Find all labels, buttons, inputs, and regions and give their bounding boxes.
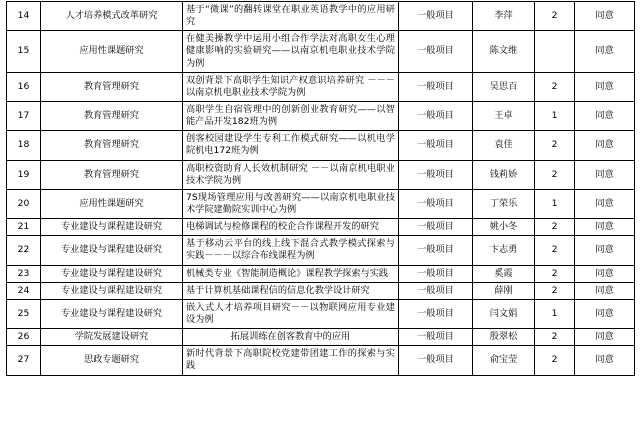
cell-count: 2 — [535, 219, 575, 236]
cell-type: 一般项目 — [399, 160, 473, 189]
title-text: 7S现场管理应用与改善研究——以南京机电职业技术学院建勤院实训中心为例 — [186, 191, 395, 215]
cell-no: 20 — [7, 189, 41, 218]
cell-person: 殷翠松 — [473, 329, 535, 346]
table-row — [7, 346, 635, 375]
cell-opinion: 同意 — [575, 31, 635, 72]
cell-no: 18 — [7, 131, 41, 160]
cell-person: 奚霞 — [473, 265, 535, 282]
category-text: 专业建设与课程建设研究 — [60, 221, 163, 233]
category-text: 专业建设与课程建设研究 — [60, 307, 163, 319]
cell-title — [183, 329, 399, 346]
category-text: 专业建设与课程建设研究 — [60, 284, 163, 296]
title-text: 基于“微课”的翻转课堂在职业英语教学中的应用研究 — [186, 4, 395, 28]
cell-no: 27 — [7, 346, 41, 375]
cell-type: 一般项目 — [399, 72, 473, 101]
category-text: 教育管理研究 — [83, 139, 140, 151]
cell-type: 一般项目 — [399, 2, 473, 31]
projects-table — [6, 1, 635, 376]
cell-type: 一般项目 — [399, 31, 473, 72]
cell-person: 袁佳 — [473, 131, 535, 160]
cell-category — [41, 299, 183, 328]
cell-type: 一般项目 — [399, 101, 473, 130]
cell-category — [41, 2, 183, 31]
table-row — [7, 101, 635, 130]
cell-no: 15 — [7, 31, 41, 72]
table-row — [7, 31, 635, 72]
cell-person: 钱莉娇 — [473, 160, 535, 189]
cell-type: 一般项目 — [399, 329, 473, 346]
cell-category — [41, 72, 183, 101]
cell-category — [41, 265, 183, 282]
cell-category — [41, 219, 183, 236]
cell-category — [41, 346, 183, 375]
cell-title — [183, 219, 399, 236]
cell-no: 24 — [7, 282, 41, 299]
cell-opinion: 同意 — [575, 236, 635, 265]
cell-title — [183, 346, 399, 375]
cell-no: 26 — [7, 329, 41, 346]
cell-type: 一般项目 — [399, 346, 473, 375]
cell-opinion: 同意 — [575, 160, 635, 189]
cell-opinion: 同意 — [575, 131, 635, 160]
cell-person: 姚小冬 — [473, 219, 535, 236]
table-row — [7, 282, 635, 299]
title-text: 在健美操教学中运用小组合作学法对高职女生心理健康影响的实验研究——以南京机电职业技术学院为例 — [186, 33, 395, 69]
cell-title — [183, 160, 399, 189]
title-text: 基于计算机基础课程信的信息化教学设计研究 — [186, 284, 370, 296]
cell-category — [41, 189, 183, 218]
cell-category — [41, 31, 183, 72]
category-text: 应用性课题研究 — [79, 197, 144, 209]
title-text: 机械类专业《智能制造概论》课程教学探索与实践 — [186, 267, 389, 279]
cell-type: 一般项目 — [399, 265, 473, 282]
cell-person: 吴思百 — [473, 72, 535, 101]
category-text: 教育管理研究 — [83, 168, 140, 180]
cell-title — [183, 299, 399, 328]
cell-opinion: 同意 — [575, 219, 635, 236]
cell-opinion: 同意 — [575, 346, 635, 375]
cell-person: 卞志勇 — [473, 236, 535, 265]
table-row — [7, 131, 635, 160]
cell-count: 2 — [535, 329, 575, 346]
cell-person: 丁荣乐 — [473, 189, 535, 218]
category-text: 人才培养模式改革研究 — [65, 10, 158, 22]
title-text: 双创背景下高职学生知识产权意识培养研究 －－－以南京机电职业技术学院为例 — [186, 74, 395, 98]
table-row — [7, 189, 635, 218]
cell-count: 2 — [535, 265, 575, 282]
table-row — [7, 2, 635, 31]
cell-opinion: 同意 — [575, 265, 635, 282]
title-text: 创客校园建设学生专利工作模式研究——以机电学院机电172班为例 — [186, 133, 395, 157]
title-text: 新时代背景下高职院校党建带团建工作的探索与实践 — [186, 348, 395, 372]
cell-count: 1 — [535, 101, 575, 130]
table-body — [7, 2, 635, 376]
cell-title — [183, 189, 399, 218]
cell-opinion: 同意 — [575, 282, 635, 299]
cell-title — [183, 72, 399, 101]
title-text: 高职校资助育人长效机制研究 －－以南京机电职业技术学院为例 — [186, 162, 395, 186]
cell-count — [535, 31, 575, 72]
category-text: 学院发展建设研究 — [74, 331, 149, 343]
category-text: 教育管理研究 — [83, 110, 140, 122]
cell-category — [41, 282, 183, 299]
category-text: 教育管理研究 — [83, 80, 140, 92]
cell-opinion: 同意 — [575, 101, 635, 130]
cell-title — [183, 2, 399, 31]
cell-count: 2 — [535, 282, 575, 299]
category-text: 专业建设与课程建设研究 — [60, 244, 163, 256]
cell-type: 一般项目 — [399, 236, 473, 265]
cell-category — [41, 236, 183, 265]
cell-person: 王卓 — [473, 101, 535, 130]
cell-count: 2 — [535, 236, 575, 265]
cell-type: 一般项目 — [399, 299, 473, 328]
cell-count: 1 — [535, 189, 575, 218]
table-row — [7, 236, 635, 265]
cell-count: 1 — [535, 299, 575, 328]
cell-type: 一般项目 — [399, 189, 473, 218]
cell-person: 闫文娟 — [473, 299, 535, 328]
cell-title — [183, 282, 399, 299]
cell-title — [183, 31, 399, 72]
cell-no: 16 — [7, 72, 41, 101]
cell-opinion: 同意 — [575, 299, 635, 328]
cell-opinion: 同意 — [575, 329, 635, 346]
cell-title — [183, 131, 399, 160]
cell-no: 25 — [7, 299, 41, 328]
table-row — [7, 329, 635, 346]
cell-person: 陈文维 — [473, 31, 535, 72]
cell-no: 17 — [7, 101, 41, 130]
cell-type: 一般项目 — [399, 282, 473, 299]
cell-title — [183, 236, 399, 265]
cell-no: 21 — [7, 219, 41, 236]
table-row — [7, 72, 635, 101]
title-text: 高职学生自宿管理中的创新创业教育研究——以智能产品开发182班为例 — [186, 103, 395, 128]
cell-person: 薛刚 — [473, 282, 535, 299]
cell-category — [41, 329, 183, 346]
table-row — [7, 299, 635, 328]
cell-type: 一般项目 — [399, 131, 473, 160]
cell-count: 2 — [535, 346, 575, 375]
cell-category — [41, 131, 183, 160]
cell-opinion: 同意 — [575, 72, 635, 101]
cell-no: 19 — [7, 160, 41, 189]
cell-title — [183, 265, 399, 282]
category-text: 专业建设与课程建设研究 — [60, 267, 163, 279]
cell-person: 李萍 — [473, 2, 535, 31]
title-text: 电梯调试与检修课程的校企合作课程开发的研究 — [186, 221, 379, 233]
title-text: 嵌入式人才培养项目研究－－以物联网应用专业建设为例 — [186, 301, 395, 325]
cell-opinion: 同意 — [575, 2, 635, 31]
cell-category — [41, 101, 183, 130]
cell-count: 2 — [535, 160, 575, 189]
cell-no: 14 — [7, 2, 41, 31]
category-text: 应用性课题研究 — [79, 45, 144, 57]
table-row — [7, 219, 635, 236]
cell-title — [183, 101, 399, 130]
cell-person: 俞宝莹 — [473, 346, 535, 375]
cell-opinion: 同意 — [575, 189, 635, 218]
cell-count: 2 — [535, 2, 575, 31]
cell-category — [41, 160, 183, 189]
title-text: 拓展训练在创客教育中的应用 — [230, 331, 351, 343]
cell-count: 2 — [535, 131, 575, 160]
cell-no: 22 — [7, 236, 41, 265]
category-text: 思政专题研究 — [83, 354, 140, 366]
cell-type: 一般项目 — [399, 219, 473, 236]
cell-no: 23 — [7, 265, 41, 282]
title-text: 基于移动云平台的线上线下混合式教学模式探索与实践－－－以综合布线课程为例 — [186, 238, 395, 262]
table-row — [7, 160, 635, 189]
cell-count: 2 — [535, 72, 575, 101]
table-row — [7, 265, 635, 282]
